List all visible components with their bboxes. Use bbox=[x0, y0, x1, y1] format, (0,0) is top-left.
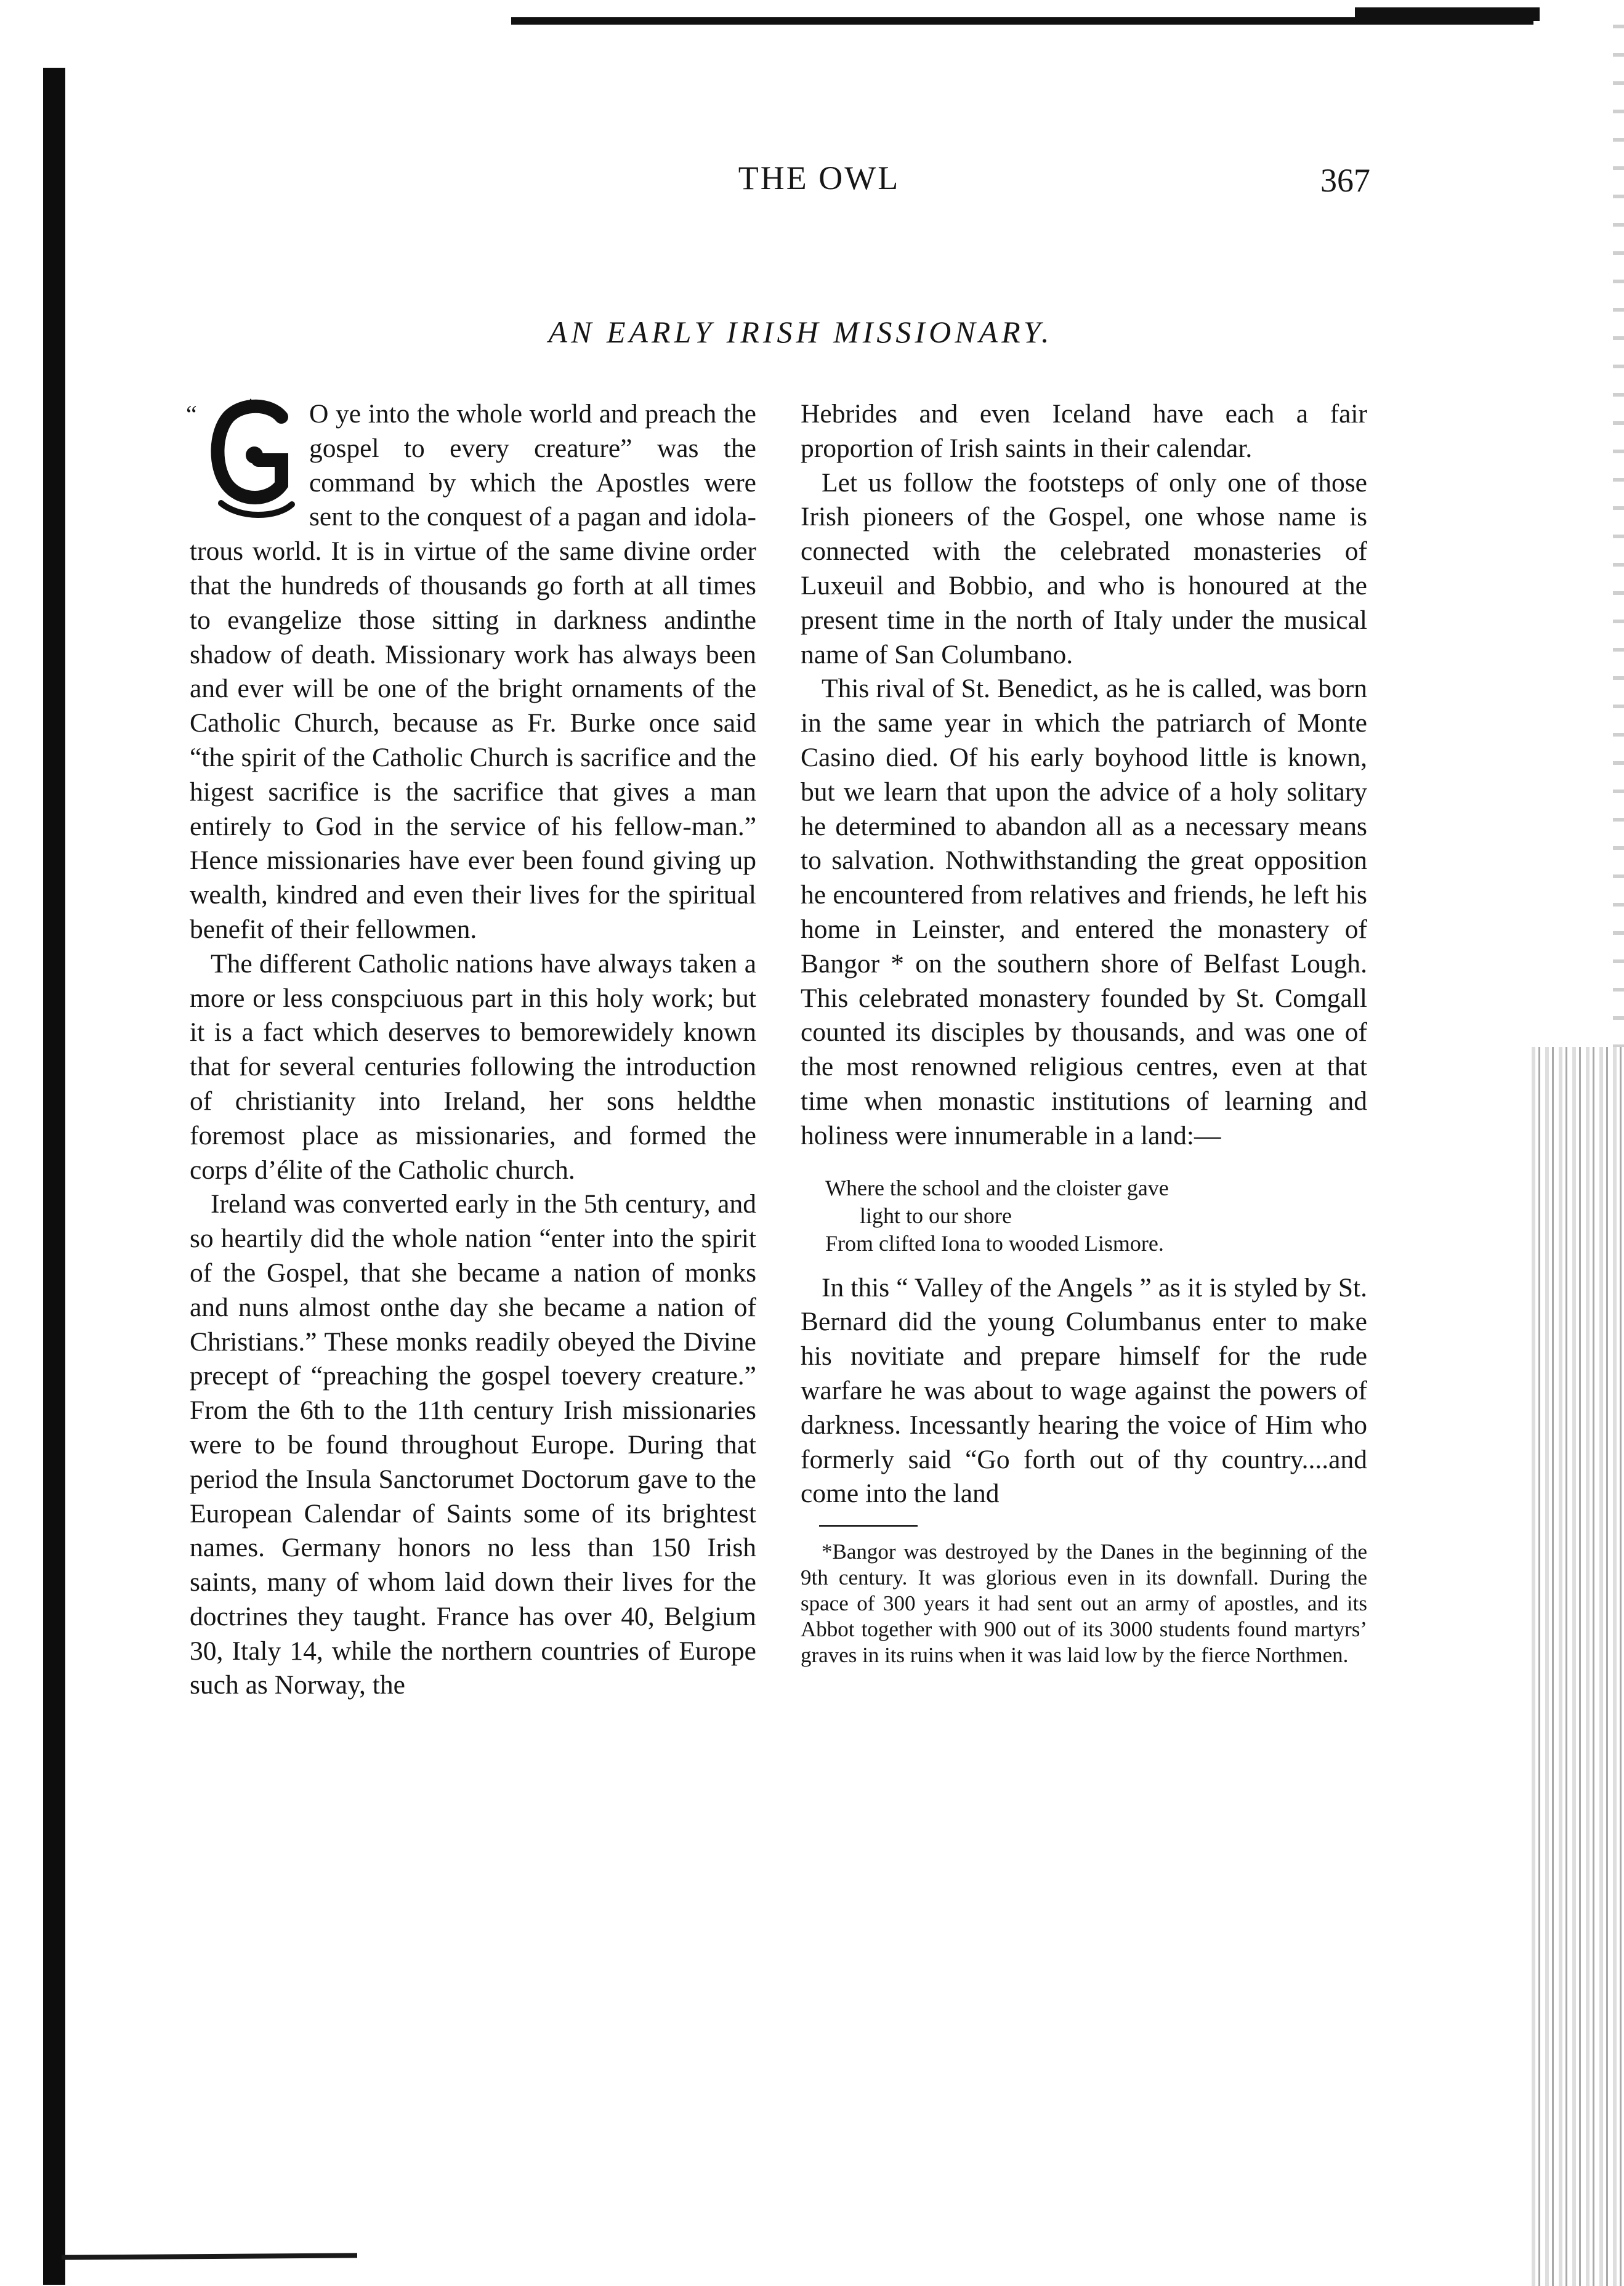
scan-right-edge-dots bbox=[1613, 0, 1624, 1047]
scan-binding-shadow bbox=[43, 68, 65, 2285]
scan-top-rule-thick bbox=[1355, 7, 1540, 21]
page-number: 367 bbox=[1320, 162, 1370, 199]
scan-right-edge-noise bbox=[1532, 1047, 1624, 2286]
verse-line-2: From clifted Iona to wooded Lismore. bbox=[825, 1230, 1164, 1256]
dropcap-g-icon bbox=[209, 398, 301, 522]
paragraph-continued: Hebrides and even Iceland have each a fair proportion of Irish saints in their calendar. bbox=[801, 399, 1367, 463]
paragraph-6: In this “ Valley of the Angels ” as it is styled by St. Bernard did the young Columbanus enter to make his novitiate and prepare himself for the rude warfare he was about to wage against the powers of darkness. Incessantly hearing the voice of Him who formerly said “Go forth out of thy country....and come into the land bbox=[801, 1272, 1367, 1509]
opening-paragraph-block bbox=[186, 397, 756, 947]
verse-line-1: Where the school and the cloister gave bbox=[825, 1175, 1169, 1200]
left-column bbox=[186, 397, 756, 1703]
paragraph-3: Ireland was converted early in the 5th century, and so heartily did the whole nation “enter into the spirit of the Gospel, that she became a nation of monks and nuns almost onthe day she became a nation of Christians.” These monks readily obeyed the Divine precept of “preaching the gospel toevery creature.” From the 6th to the 11th century Irish missionaries were to be found throughout Europe. During that period the Insula Sanctorumet Doctorum gave to the European Calendar of Saints some of its brightest names. Germany honors no less than 150 Irish saints, many of whom laid down their lives for the doctrines they taught. France has over 40, Belgium 30, Italy 14, while the northern countries of Europe such as Norway, the bbox=[190, 1189, 756, 1700]
verse-quotation bbox=[825, 1174, 1367, 1258]
paragraph-1: O ye into the whole world and preach the gospel to every creature” was the command by which the Apostles were sent to the conquest of a pagan and idolatrous world. It is in virtue of the same divine order that the hundreds of thousands go forth at all times to evangelize those sitting in darkness andinthe shadow of death. Missionary work has always been and ever will be one of the bright ornaments of the Catholic Church, because as Fr. Burke once said “the spirit of the Catholic Church is sacrifice and the higest sacrifice is the sacrifice that gives a man entirely to God in the service of his fellow-man.” Hence missionaries have ever been found giving up wealth, kindred and even their lives for the spiritual benefit of their fellowmen. bbox=[190, 399, 756, 944]
footnote-rule bbox=[819, 1525, 918, 1527]
paragraph-2: The different Catholic nations have always taken a more or less conspciuous part in this holy work; but it is a fact which deserves to bemorewidely known that for several centuries following the introduction of christianity into Ireland, her sons heldthe foremost place as missionaries, and formed the corps d’élite of the Catholic church. bbox=[190, 948, 756, 1185]
paragraph-4: Let us follow the footsteps of only one of those Irish pioneers of the Gospel, one whose name is connected with the celebrated monasteries of Luxeuil and Bobbio, and who is honoured at the present time in the north of Italy under the musical name of San Columbano. bbox=[801, 467, 1367, 669]
footnote: *Bangor was destroyed by the Danes in the beginning of the 9th century. It was glorious even in its downfall. During the space of 300 years it had sent out an army of apostles, and its Abbot together with 900 out of its 3000 students found martyrs’ graves in its ruins when it was laid low by the fierce Northmen. bbox=[801, 1540, 1367, 1668]
paragraph-5: This rival of St. Benedict, as he is called, was born in the same year in which the patriarch of Monte Casino died. Of his early boyhood little is known, but we learn that upon the advice of a holy solitary he determined to abandon all as a necessary means to salvation. Nothwithstanding the great opposition he encountered from relatives and friends, he left his home in Leinster, and entered the monastery of Bangor * on the southern shore of Belfast Lough. This celebrated monastery founded by St. Comgall counted its disciples by thousands, and was one of the most renowned religious centres, even at that time when monastic institutions of learning and holiness were innumerable in a land:— bbox=[801, 674, 1367, 1150]
verse-line-1-continued: light to our shore bbox=[860, 1203, 1012, 1228]
running-title: THE OWL bbox=[738, 160, 900, 196]
scan-bottom-mark bbox=[62, 2253, 357, 2260]
opening-quote: “ bbox=[186, 400, 197, 428]
right-column bbox=[801, 397, 1367, 1668]
ornamental-dropcap-icon bbox=[208, 398, 302, 528]
article-title: AN EARLY IRISH MISSIONARY. bbox=[548, 315, 1053, 349]
